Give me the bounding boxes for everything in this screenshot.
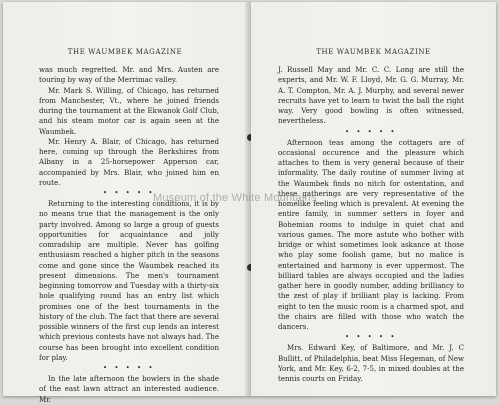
paragraph: was much regretted. Mr. and Mrs. Austen are touring by way of the Merrimac valley. (39, 65, 219, 85)
paragraph: In the late afternoon the bowlers in the shade of the east lawn attract an interested audience. Mr. (39, 374, 219, 404)
left-page-body (39, 65, 219, 405)
magazine-spread (3, 2, 496, 404)
section-separator-right-2: • • • • • (344, 333, 398, 342)
right-paragraphs-1 (278, 65, 464, 127)
section-separator-right: • • • • • (344, 127, 398, 136)
section-separator-left-2: • • • • • (102, 364, 156, 372)
running-head-left: THE WAUMBEK MAGAZINE (67, 48, 183, 56)
left-paragraphs-1 (39, 65, 219, 188)
left-paragraphs-3 (39, 374, 219, 405)
running-head-right: THE WAUMBEK MAGAZINE (316, 48, 431, 56)
paragraph: Returning to the interesting conditions, it is by no means true that the management is the only party involved. Among so large a group of guests opportunities for acquaintance and jolly comradship are multiple. Never has golfing enthusiasm reached a higher pitch in the seasons come and gone since the Waumbek reached its present dimensions. The men's tournament beginning tomorrow and Tuesday with a thirty-six hole qualifying round has an entry list which promises one of the best tournaments in the history of the club. The fact that there are several possible winners of the first cup lends an interest which previous contests have not always had. The course has been brought into excellent condition for play. (39, 199, 219, 362)
section-separator-left: • • • • • (102, 189, 156, 197)
right-page-body (278, 65, 464, 384)
paragraph: Mrs. Edward Key, of Baltimore, and Mr. J. C Bullitt, of Philadelphia, beat Miss Hegeman, of New York, and Mr. Key, 6-2, 7-5, in mixed doubles at the tennis courts on Friday. (278, 343, 464, 383)
paragraph: J. Russell May and Mr. C. C. Long are still the experts, and Mr. W. F. Lloyd, Mr. G. G. Murray, Mr. A. T. Compton, Mr. A. J. Murphy, and several newer recruits have yet to learn to twist the ball the right way. Very good bowling is often witnessed, nevertheless. (278, 65, 464, 126)
paragraph: Afternoon teas among the cottagers are of occasional occurence and the pleasure which attaches to them is very general because of their informality. The daily routine of summer living at the Waumbek finds no nitch for ostentation, and these gatherings are very representative of the homelike feeling which is prevalent. At evening the entire family, in summer setters in foyer and Bohemian rooms to indulge in quiet chat and various games. The more astute who bother with bridge or whist sometimes look askance at those who play some foolish game, but no malice is entertained and harmony is ever uppermost. The billiard tables are always occupied and the ladies gather here in goodly number, adding brilliancy to the zest of play if brilliant play is lacking. From eight to ten the music room is a charmed spot, and the chairs are filled with those who watch the dancers. (278, 137, 464, 331)
paragraph: Mr. Henry A. Blair, of Chicago, has returned here, coming up through the Berkshires from Albany in a 25-horsepower Apperson car, accompanied by Mrs. Blair, who joined him en route. (39, 136, 219, 187)
watermark-text: Museum of the White Mountains (153, 192, 317, 204)
right-paragraphs-2 (278, 138, 464, 333)
left-paragraphs-2 (39, 199, 219, 363)
right-paragraphs-3 (278, 343, 464, 384)
paragraph: Mr. Mark S. Willing, of Chicago, has returned from Manchester, Vt., where he joined friends during the tournament at the Ekwanok Golf Club, and his steam motor car is again seen at the Waumbek. (39, 85, 219, 136)
